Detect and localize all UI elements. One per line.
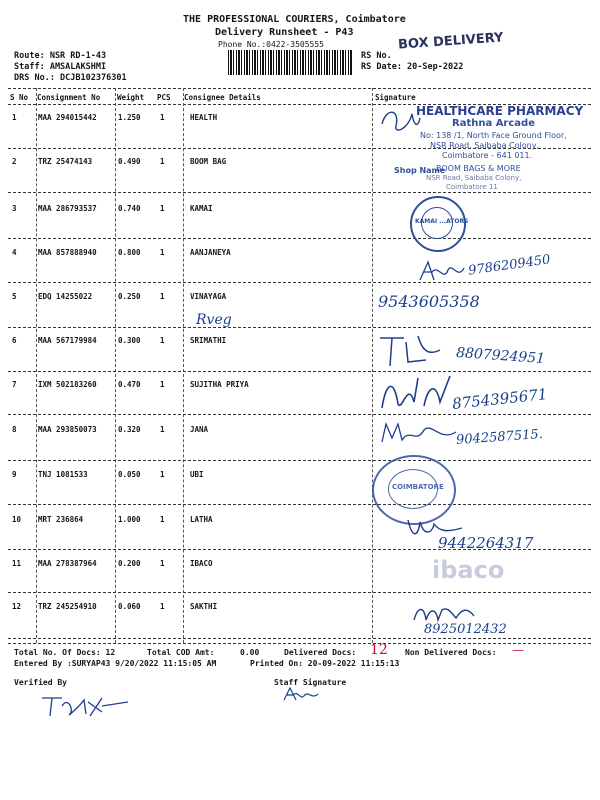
row-weight: 1.000	[118, 515, 141, 524]
row-weight: 0.740	[118, 204, 141, 213]
boom-stamp-city: Coimbatore 11	[446, 183, 498, 191]
phone-number: Phone No.:0422-3505555	[218, 40, 324, 49]
row-sno: 4	[12, 248, 17, 257]
handwritten-phone: 8754395671	[451, 385, 549, 413]
row-consignee: JANA	[190, 425, 209, 434]
runsheet-title: Delivery Runsheet - P43	[215, 27, 354, 38]
row-consignment: TNJ 1081533	[38, 470, 88, 479]
row-rule	[8, 282, 591, 283]
route-label: Route: NSR RD-1-43	[14, 51, 107, 61]
pharmacy-stamp-name: HEALTHCARE PHARMACY	[416, 104, 584, 118]
row-rule	[8, 371, 591, 372]
row-consignee: SRIMATHI	[190, 336, 227, 345]
row-sno: 10	[12, 515, 22, 524]
row-sno: 7	[12, 380, 17, 389]
row-pcs: 1	[160, 380, 165, 389]
row-weight: 0.800	[118, 248, 141, 257]
pharmacy-stamp-address: No: 138 /1, North Face Ground Floor,	[420, 131, 567, 140]
printed-on: Printed On: 20-09-2022 11:15:13	[250, 659, 400, 668]
staff-signature	[282, 686, 322, 704]
row-weight: 0.200	[118, 559, 141, 568]
pharmacy-stamp-arcade: Rathna Arcade	[452, 118, 535, 129]
staff-signature-label: Staff Signature	[274, 678, 347, 687]
handwritten-phone: 8925012432	[424, 622, 507, 637]
row-consignee: KAMAI	[190, 204, 213, 213]
staff-label: Staff: AMSALAKSHMI	[14, 62, 107, 72]
row-pcs: 1	[160, 248, 165, 257]
row-consignment: EDQ 14255022	[38, 292, 93, 301]
row-consignee: SUJITHA PRIYA	[190, 380, 249, 389]
ibaco-stamp: ibaco	[432, 556, 505, 584]
row-sno: 2	[12, 157, 17, 166]
drs-number: DRS No.: DCJB102376301	[14, 73, 127, 83]
header-consignee: Consignee Details	[184, 93, 261, 102]
row-consignee: SAKTHI	[190, 602, 218, 611]
header-consignment: Consignment No	[37, 93, 101, 102]
row-weight: 0.050	[118, 470, 141, 479]
row-rule	[8, 504, 591, 505]
row-consignment: MAA 278387964	[38, 559, 97, 568]
entered-by: Entered By :SURYAP43 9/20/2022 11:15:05 AM	[14, 659, 217, 668]
row-consignee: HEALTH	[190, 113, 218, 122]
signature-scribble	[378, 372, 454, 414]
handwritten-phone: 9042587515.	[455, 426, 544, 449]
row-rule	[8, 592, 591, 593]
row-pcs: 1	[160, 425, 165, 434]
company-name: THE PROFESSIONAL COURIERS, Coimbatore	[183, 14, 406, 25]
row-rule	[8, 238, 591, 239]
delivered-docs-handwritten: 12	[370, 642, 388, 658]
row-sno: 5	[12, 292, 17, 301]
row-rule	[8, 414, 591, 415]
rs-number-label: RS No.	[361, 51, 392, 61]
verified-by-signature	[40, 690, 132, 720]
verified-by-label: Verified By	[14, 678, 67, 687]
row-sno: 9	[12, 470, 17, 479]
header-weight: Weight	[117, 93, 145, 102]
barcode	[228, 50, 353, 75]
table-bottom-rule	[8, 643, 591, 644]
row-pcs: 1	[160, 204, 165, 213]
row-consignment: MAA 286793537	[38, 204, 97, 213]
handwritten-phone: 9786209450	[467, 252, 552, 279]
signature-scribble	[378, 332, 444, 372]
column-divider	[36, 88, 37, 643]
pharmacy-stamp-address: NSR Road, Saibaba Colony,	[430, 141, 539, 150]
row-consignment: TRZ 245254910	[38, 602, 97, 611]
pharmacy-stamp-city: Coimbatore - 641 011.	[442, 151, 533, 160]
row-pcs: 1	[160, 157, 165, 166]
row-consignment: MAA 567179984	[38, 336, 97, 345]
header-sno: S No	[10, 93, 29, 102]
handwritten-phone: 9442264317	[438, 534, 534, 552]
row-pcs: 1	[160, 336, 165, 345]
row-weight: 0.250	[118, 292, 141, 301]
row-weight: 0.490	[118, 157, 141, 166]
boom-stamp-name: BOOM BAGS & MORE	[436, 164, 521, 173]
row-rule	[8, 192, 591, 193]
row-rule	[8, 460, 591, 461]
rs-date: RS Date: 20-Sep-2022	[361, 62, 464, 72]
row-consignment: MAA 857888940	[38, 248, 97, 257]
handwritten-signature: Rveg	[196, 312, 232, 328]
row-consignee: BOOM BAG	[190, 157, 227, 166]
delivered-docs-label: Delivered Docs:	[284, 648, 357, 657]
column-divider	[183, 88, 184, 643]
row-weight: 0.060	[118, 602, 141, 611]
signature-scribble	[418, 258, 466, 286]
total-cod-label: Total COD Amt:	[147, 648, 215, 657]
row-pcs: 1	[160, 470, 165, 479]
header-signature: Signature	[375, 93, 416, 102]
row-rule	[8, 638, 591, 639]
row-consignment: MAA 294015442	[38, 113, 97, 122]
handwritten-phone: 9543605358	[378, 292, 480, 311]
row-consignee: AANJANEYA	[190, 248, 231, 257]
row-consignee: VINAYAGA	[190, 292, 227, 301]
row-consignee: IBACO	[190, 559, 213, 568]
row-consignment: TRZ 25474143	[38, 157, 93, 166]
column-divider	[372, 88, 373, 643]
row-weight: 1.250	[118, 113, 141, 122]
row-weight: 0.470	[118, 380, 141, 389]
row-pcs: 1	[160, 602, 165, 611]
row-weight: 0.300	[118, 336, 141, 345]
row-consignment: MAA 293850073	[38, 425, 97, 434]
boom-stamp-address: NSR Road, Saibaba Colony,	[426, 174, 522, 182]
total-docs: Total No. Of Docs: 12	[14, 648, 116, 657]
non-delivered-handwritten: —	[512, 643, 524, 657]
box-delivery-stamp: BOX DELIVERY	[397, 30, 504, 53]
row-pcs: 1	[160, 515, 165, 524]
column-divider	[115, 88, 116, 643]
signature-scribble	[380, 418, 458, 448]
row-consignment: MRT 236864	[38, 515, 84, 524]
handwritten-phone: 8807924951	[455, 344, 546, 368]
row-pcs: 1	[160, 292, 165, 301]
row-consignment: IXM 502183260	[38, 380, 97, 389]
row-consignee: LATHA	[190, 515, 213, 524]
row-weight: 0.320	[118, 425, 141, 434]
header-pcs: PCS	[157, 93, 171, 102]
signature-scribble	[378, 104, 422, 138]
bank-stamp-text: COIMBATORE	[392, 483, 444, 491]
non-delivered-docs-label: Non Delivered Docs:	[405, 648, 497, 657]
row-sno: 11	[12, 559, 22, 568]
row-pcs: 1	[160, 113, 165, 122]
total-cod-value: 0.00	[240, 648, 260, 657]
row-sno: 8	[12, 425, 17, 434]
boom-stamp-label: Shop Name	[394, 166, 446, 175]
row-sno: 12	[12, 602, 22, 611]
row-pcs: 1	[160, 559, 165, 568]
row-consignee: UBI	[190, 470, 204, 479]
row-sno: 3	[12, 204, 17, 213]
kamai-stamp-text: KAMAI ...ATORS	[415, 218, 469, 225]
row-rule	[8, 327, 591, 328]
table-top-rule	[8, 88, 591, 89]
row-sno: 1	[12, 113, 17, 122]
kamai-round-stamp	[410, 196, 469, 252]
row-sno: 6	[12, 336, 17, 345]
